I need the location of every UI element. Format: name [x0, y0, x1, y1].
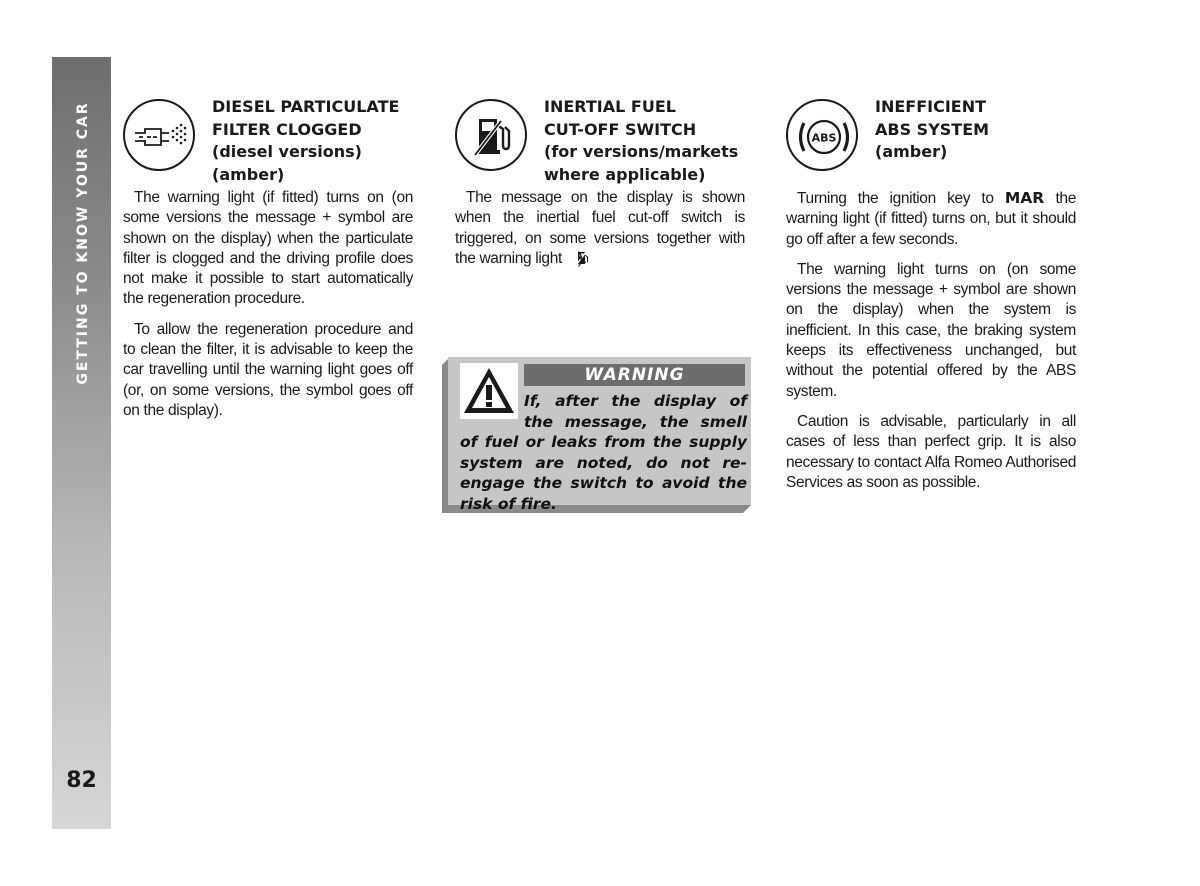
diesel-particulate-filter-icon	[123, 99, 195, 171]
section-inertial-fuel-cutoff	[455, 96, 745, 279]
body-paragraph-suffix: ).	[577, 249, 587, 267]
body-paragraph: Caution is advisable, particularly in all cases of less than perfect grip. It is also necessary to contact Alfa Romeo Authorised Services as soon as possible.	[786, 412, 1076, 491]
body-paragraph: The warning light (if fitted) turns on (on some versions the message + symbol are shown on the display) when the particulate filter is clogged and the driving profile does not make it possible to start automatically the regeneration procedure.	[123, 189, 413, 308]
section-heading: INEFFICIENT ABS SYSTEM (amber)	[875, 97, 990, 161]
warning-text	[460, 391, 747, 514]
fuel-cutoff-inline-icon	[566, 251, 578, 265]
section-heading: DIESEL PARTICULATE FILTER CLOGGED (diesel versions) (amber)	[212, 97, 400, 184]
section-diesel-particulate-filter	[123, 96, 413, 431]
warning-label: WARNING	[524, 364, 745, 386]
abs-icon-label: ABS	[811, 131, 837, 145]
side-section-title: GETTING TO KNOW YOUR CAR	[75, 101, 91, 385]
body-paragraph: The warning light turns on (on some versions the message + symbol are shown on the display) when the system is inefficient. In this case, the braking system keeps its effectiveness unchanged, but without the potential offered by the ABS system.	[786, 260, 1076, 400]
warning-text-body: If, after the display of the message, the smell of fuel or leaks from the supply system are noted, do not re-engage the switch to avoid the risk of fire.	[460, 392, 747, 513]
body-paragraph	[455, 188, 745, 269]
section-heading: INERTIAL FUEL CUT-OFF SWITCH (for versions/markets where applicable)	[544, 97, 739, 184]
warning-box	[448, 357, 751, 513]
body-paragraph	[786, 188, 1076, 250]
abs-icon	[786, 99, 858, 171]
body-paragraph-intro: Turning the ignition key to	[797, 190, 1005, 207]
fuel-cutoff-icon	[455, 99, 527, 171]
body-paragraph-text: The message on the display is shown when the inertial fuel cut-off switch is triggered, on some versions together with the warning light	[455, 189, 745, 267]
page-number: 82	[66, 768, 97, 793]
section-inefficient-abs	[786, 96, 1076, 503]
body-paragraph: To allow the regeneration procedure and to clean the filter, it is advisable to keep the car travelling until the warning light goes off (or, on some versions, the symbol goes off on the display).	[123, 320, 413, 419]
ignition-key-position: MAR	[1004, 189, 1045, 207]
body-paragraph-intro-rest: the warning light (if fitted) turns on, but it should go off after a few seconds.	[786, 190, 1076, 248]
